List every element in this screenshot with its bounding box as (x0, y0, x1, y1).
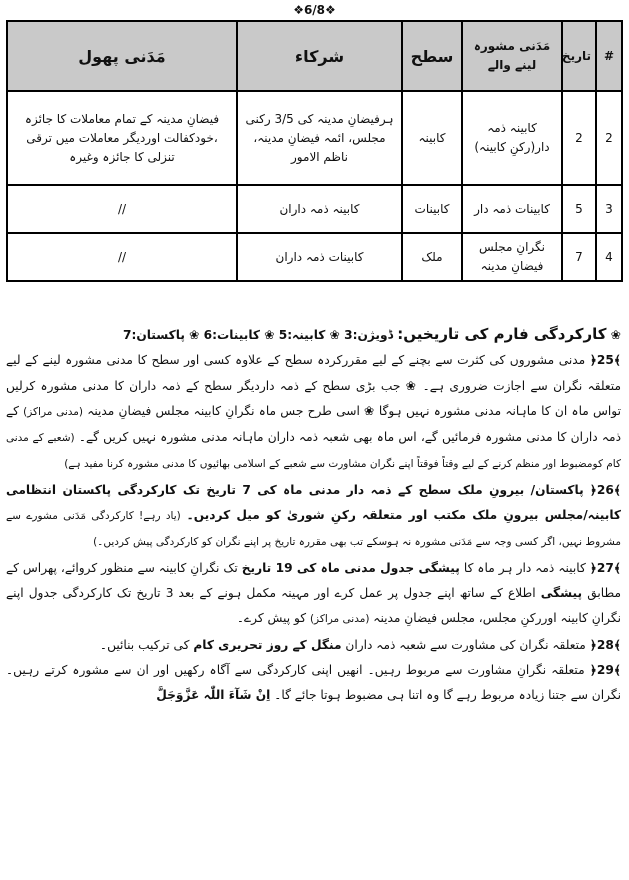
flower-icon: ❀ (610, 328, 621, 342)
point-28: ﴾28﴿ متعلقہ نگران کی مشاورت سے شعبہ ذمہ داران منگل کے روز تحریری کام کی ترکیب بنائیں۔ (99, 637, 621, 652)
cell-participants: ہرفیضانِ مدینہ کی 3/5 رکنی مجلس، ائمہ فیضانِ مدینہ، ناظم الامور (237, 91, 402, 185)
point-number: ﴾27﴿ (589, 560, 622, 575)
cell-consulted-by: کابینہ ذمہ دار(رکنِ کابینہ) (462, 91, 562, 185)
cell-points: // (7, 185, 237, 233)
cell-date: 5 (562, 185, 596, 233)
point-number: ﴾28﴿ (589, 637, 621, 652)
cell-serial: 4 (596, 233, 622, 281)
dates-line (6, 322, 621, 348)
header-serial: # (596, 21, 622, 91)
header-consulted-by: مَدَنی مشورہ لینے والے (462, 21, 562, 91)
document-body (6, 322, 621, 708)
point-number: ﴾29﴿ (589, 662, 622, 677)
point-25: ﴾25﴿ مدنی مشوروں کی کثرت سے بچنے کے لیے مقررکردہ سطح کے علاوہ کسی اور سطح کا مدنی مشورہ لینے کے لیے متعلقہ نگران سے اجازت ضروری ہے۔ ❀ جب بڑی سطح کے ذمہ داردیگر سطح کے ذمہ داران کا مدنی مشورہ کرلیں تواس ماہ ان کا ماہانہ مدنی مشورہ نہیں ہوگا ❀ اسی طرح جس ماہ نگرانِ کابینہ مجلس فیضانِ مدینہ (مدنی مراکز) کے ذمہ داران کا مدنی مشورہ فرمائیں گے، اس ماہ بھی شعبہ ذمہ داران ماہانہ مدنی مشورہ نہیں کریں گے۔ (شعبے کے مدنی کام کومضبوط اور منظم کرنے کے لیے وقتاً فوقتاً اپنے نگران مشاورت سے شعبے کے اسلامی بھائیوں کا مدنی مشورہ کرنا مفید ہے) (6, 353, 621, 471)
point-29: ﴾29﴿ متعلقہ نگرانِ مشاورت سے مربوط رہیں۔ انھیں اپنی کارکردگی سے آگاہ رکھیں اور ان سے مشورہ کرتے رہیں۔ نگران سے جتنا زیادہ مربوط رہے گا وہ اتنا ہی مضبوط ہوتا جائے گا۔ اِنْ شَآءَ اللّٰہ عَزَّوَجَلَّ (6, 662, 622, 703)
cell-date: 7 (562, 233, 596, 281)
point-26: ﴾26﴿ پاکستان/ بیرونِ ملک سطح کے ذمہ دار مدنی ماہ کی 7 تاریخ تک کارکردگی پاکستان انتظامی کابینہ/مجلس بیرونِ ملک مکتب اور متعلقہ رکنِ شوریٰ کو میل کردیں۔ (یاد رہے! کارکردگی مَدَنی مشورے سے مشروط نہیں، اگر کسی وجہ سے مَدَنی مشورہ نہ ہوسکے تب بھی مقررہ تاریخ پر اپنے نگران کو کارکردگی پیش کردیں۔) (6, 482, 622, 549)
cell-points: فیضانِ مدینہ کے تمام معاملات کا جائزہ ،خودکفالت اوردیگر معاملات میں ترقی تنزلی کا جائزہ وغیرہ (7, 91, 237, 185)
point-27: ﴾27﴿ کابینہ ذمہ دار ہر ماہ کا پیشگی جدول مدنی ماہ کی 19 تاریخ تک نگرانِ کابینہ سے منظور کروائے، پھراس کے مطابق پیشگی اطلاع کے ساتھ اپنے جدول پر عمل کرے اور مہینہ مکمل ہونے کے بعد 3 تاریخ تک کارکردگی جدول اپنے نگرانِ کابینہ اوررکنِ مجلس، مجلس فیضانِ مدینہ (مدنی مراکز) کو پیش کرے۔ (6, 560, 622, 626)
cell-participants: کابینہ ذمہ داران (237, 185, 402, 233)
point-number: ﴾26﴿ (589, 482, 622, 497)
dates-list: ڈویژن:3 ❀ کابینہ:5 ❀ کابینات:6 ❀ پاکستان:7 (122, 328, 394, 342)
header-level: سطح (402, 21, 462, 91)
header-date: تاریخ (562, 21, 596, 91)
cell-serial: 2 (596, 91, 622, 185)
note: (یاد رہے! کارکردگی مَدَنی مشورے سے مشروط نہیں، اگر کسی وجہ سے مَدَنی مشورہ نہ ہوسکے تب بھی مقررہ تاریخ پر اپنے نگران کو کارکردگی پیش کردیں۔) (6, 510, 621, 549)
cell-level: ملک (402, 233, 462, 281)
header-participants: شرکاء (237, 21, 402, 91)
note: (شعبے کے مدنی کام کومضبوط اور منظم کرنے کے لیے وقتاً فوقتاً اپنے نگران مشاورت سے شعبے کے اسلامی بھائیوں کا مدنی مشورہ کرنا مفید ہے) (6, 432, 621, 471)
header-points: مَدَنی پھول (7, 21, 237, 91)
cell-serial: 3 (596, 185, 622, 233)
point-number: ﴾25﴿ (589, 353, 621, 368)
cell-participants: کابینات ذمہ داران (237, 233, 402, 281)
page-number: ❖6/8❖ (293, 3, 336, 17)
schedule-table (6, 20, 623, 282)
table-row (7, 91, 622, 185)
cell-level: کابینات (402, 185, 462, 233)
cell-consulted-by: کابینات ذمہ دار (462, 185, 562, 233)
cell-points: // (7, 233, 237, 281)
cell-consulted-by: نگرانِ مجلس فیضانِ مدینہ (462, 233, 562, 281)
cell-date: 2 (562, 91, 596, 185)
table-row (7, 185, 622, 233)
dates-heading: کارکردگی فارم کی تاریخیں: (397, 325, 607, 343)
table-row (7, 233, 622, 281)
cell-level: کابینہ (402, 91, 462, 185)
table-header-row (7, 21, 622, 91)
